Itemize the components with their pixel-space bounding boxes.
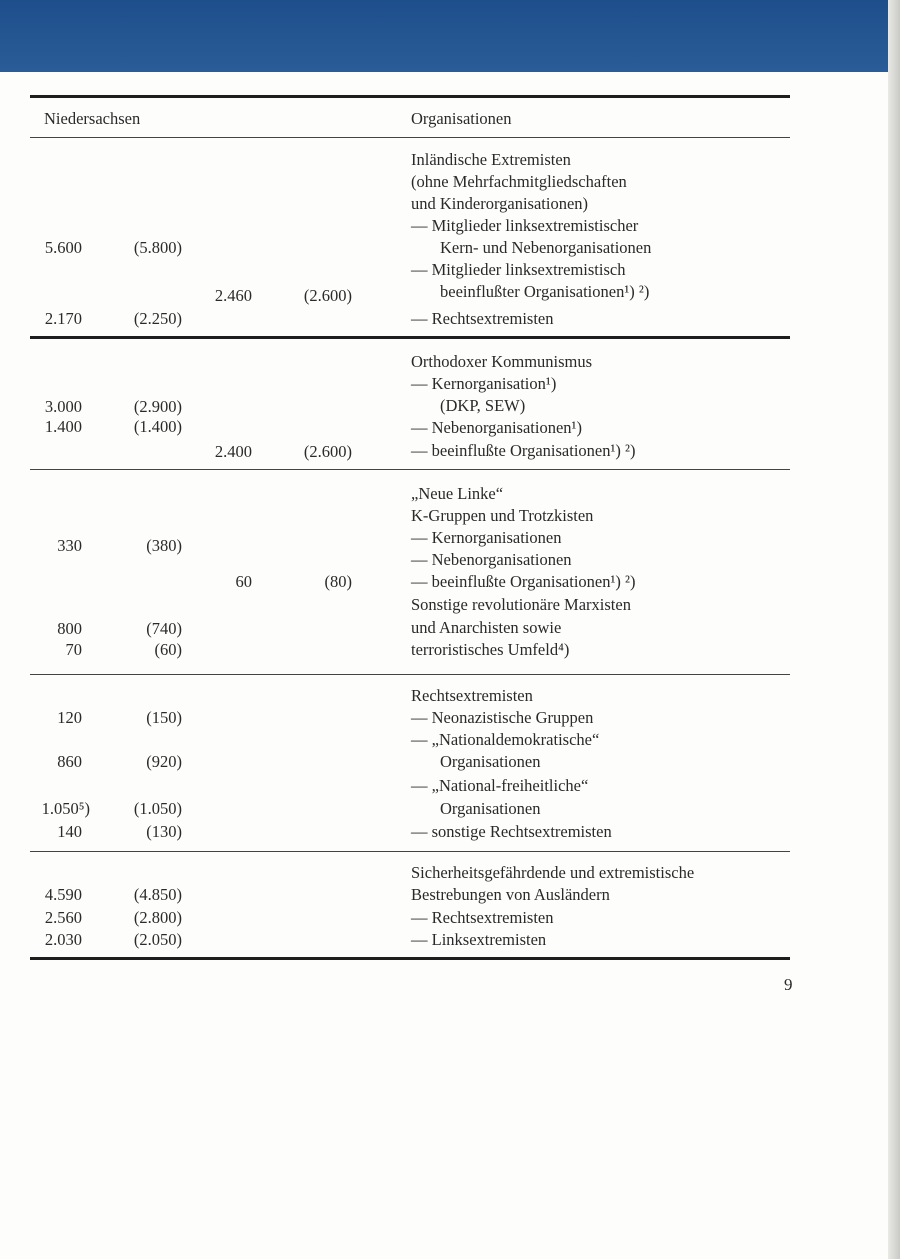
value-prev-cell: (1.050)	[133, 799, 182, 818]
value-prev-cell: (2.250)	[133, 309, 182, 328]
value-cell: 1.400	[44, 417, 82, 436]
value-cell: 860	[57, 752, 82, 771]
value-prev-cell: (1.400)	[133, 417, 182, 436]
value-cell: 2.030	[44, 930, 82, 949]
value-cell: 2.400	[214, 442, 252, 461]
section-label: — Nebenorganisationen	[411, 550, 572, 569]
header-divider	[30, 137, 790, 138]
section-label: „Neue Linke“	[411, 484, 504, 503]
section-label: — „Nationaldemokratische“	[411, 730, 600, 749]
section-label: Bestrebungen von Ausländern	[411, 885, 610, 904]
section-label: — Kernorganisationen	[411, 528, 562, 547]
value-prev-cell: (80)	[324, 572, 352, 591]
value-cell: 70	[65, 640, 82, 659]
section-label: — Rechtsextremisten	[411, 908, 554, 927]
value-cell: 800	[57, 619, 82, 638]
section-label: Sonstige revolutionäre Marxisten	[411, 595, 631, 614]
table-bottom-rule	[30, 957, 790, 960]
section-divider	[30, 674, 790, 675]
value-cell: 2.460	[214, 286, 252, 305]
value-prev-cell: (2.600)	[303, 286, 352, 305]
section-label: und Kinderorganisationen)	[411, 194, 589, 213]
page-number: 9	[784, 975, 793, 994]
section-label: (ohne Mehrfachmitgliedschaften	[411, 172, 627, 191]
section-divider	[30, 851, 790, 852]
value-cell: 4.590	[44, 885, 82, 904]
section-label: Inländische Extremisten	[411, 150, 571, 169]
page-edge-shadow	[888, 0, 900, 1259]
column-header-organisationen: Organisationen	[411, 109, 512, 128]
value-prev-cell: (2.800)	[133, 908, 182, 927]
section-label: Organisationen	[440, 752, 541, 771]
section-label: — Nebenorganisationen¹)	[411, 418, 582, 437]
section-label: (DKP, SEW)	[440, 396, 526, 415]
section-label: — sonstige Rechtsextremisten	[411, 822, 612, 841]
section-label: und Anarchisten sowie	[411, 618, 562, 637]
value-cell: 330	[57, 536, 82, 555]
section-label: — Mitglieder linksextremistisch	[411, 260, 626, 279]
value-cell: 2.560	[44, 908, 82, 927]
section-label: — Rechtsextremisten	[411, 309, 554, 328]
value-cell: 1.050⁵)	[41, 799, 90, 818]
section-divider	[30, 469, 790, 470]
section-label: Rechtsextremisten	[411, 686, 533, 705]
value-cell: 3.000	[44, 397, 82, 416]
value-prev-cell: (920)	[146, 752, 182, 771]
section-label: Orthodoxer Kommunismus	[411, 352, 593, 371]
value-cell: 60	[235, 572, 252, 591]
section-label: — beeinflußte Organisationen¹) ²)	[411, 441, 636, 460]
section-label: Sicherheitsgefährdende und extremistische	[411, 863, 695, 882]
section-label: — Mitglieder linksextremistischer	[411, 216, 639, 235]
section-label: Kern- und Nebenorganisationen	[440, 238, 652, 257]
section-label: Organisationen	[440, 799, 541, 818]
value-cell: 2.170	[44, 309, 82, 328]
section-label: — Kernorganisation¹)	[411, 374, 557, 393]
section-label: — „National-freiheitliche“	[411, 776, 589, 795]
section-label: beeinflußter Organisationen¹) ²)	[440, 282, 650, 301]
column-header-niedersachsen: Niedersachsen	[44, 109, 141, 128]
value-prev-cell: (2.900)	[133, 397, 182, 416]
section-label: — beeinflußte Organisationen¹) ²)	[411, 572, 636, 591]
value-cell: 5.600	[44, 238, 82, 257]
value-prev-cell: (130)	[146, 822, 182, 841]
value-prev-cell: (5.800)	[133, 238, 182, 257]
section-label: — Linksextremisten	[411, 930, 547, 949]
value-prev-cell: (150)	[146, 708, 182, 727]
section-label: — Neonazistische Gruppen	[411, 708, 594, 727]
section-divider	[30, 336, 790, 339]
value-cell: 140	[57, 822, 82, 841]
value-prev-cell: (380)	[146, 536, 182, 555]
value-prev-cell: (4.850)	[133, 885, 182, 904]
value-prev-cell: (2.050)	[133, 930, 182, 949]
value-prev-cell: (2.600)	[303, 442, 352, 461]
value-prev-cell: (60)	[154, 640, 182, 659]
value-cell: 120	[57, 708, 82, 727]
header-color-bar	[0, 0, 888, 72]
section-label: K-Gruppen und Trotzkisten	[411, 506, 594, 525]
value-prev-cell: (740)	[146, 619, 182, 638]
table-top-rule	[30, 95, 790, 98]
section-label: terroristisches Umfeld⁴)	[411, 640, 570, 659]
